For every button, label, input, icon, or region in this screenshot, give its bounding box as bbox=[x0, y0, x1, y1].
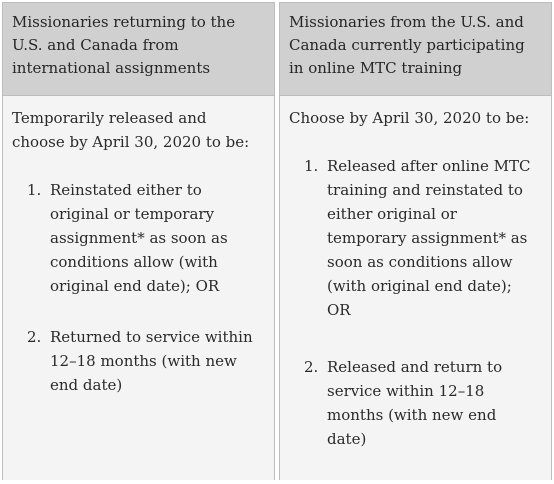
list-item bbox=[289, 355, 539, 451]
list-item-text: Returned to service within 12–18 months (with new end date) bbox=[50, 328, 253, 394]
options-list bbox=[12, 178, 262, 397]
options-list bbox=[289, 154, 539, 451]
column-header: Missionaries returning to the U.S. and Canada from international assignments bbox=[3, 3, 274, 96]
column-body bbox=[280, 96, 551, 484]
column-header: Missionaries from the U.S. and Canada currently participating in online MTC training bbox=[280, 3, 551, 96]
column-international bbox=[2, 2, 275, 480]
list-item bbox=[12, 178, 262, 298]
column-lead-text: Choose by April 30, 2020 to be: bbox=[289, 109, 530, 127]
list-item-number: 1. bbox=[304, 157, 319, 175]
column-body bbox=[3, 96, 274, 424]
list-item-text: Released after online MTC training and reinstated to either original or temporary assignment* as soon as conditions allow (with original end date); OR bbox=[327, 157, 531, 319]
list-item bbox=[289, 154, 539, 322]
list-item-number: 1. bbox=[27, 181, 42, 199]
column-online-mtc bbox=[279, 2, 552, 480]
list-item-number: 2. bbox=[304, 358, 319, 376]
list-item-text: Reinstated either to original or temporary assignment* as soon as conditions allow (with original end date); OR bbox=[50, 181, 228, 295]
list-item-text: Released and return to service within 12–18 months (with new end date) bbox=[327, 358, 503, 448]
list-item-number: 2. bbox=[27, 328, 42, 346]
list-item bbox=[12, 325, 262, 397]
options-table bbox=[2, 2, 552, 480]
column-lead-text: Temporarily released and choose by April 30, 2020 to be: bbox=[12, 109, 250, 151]
